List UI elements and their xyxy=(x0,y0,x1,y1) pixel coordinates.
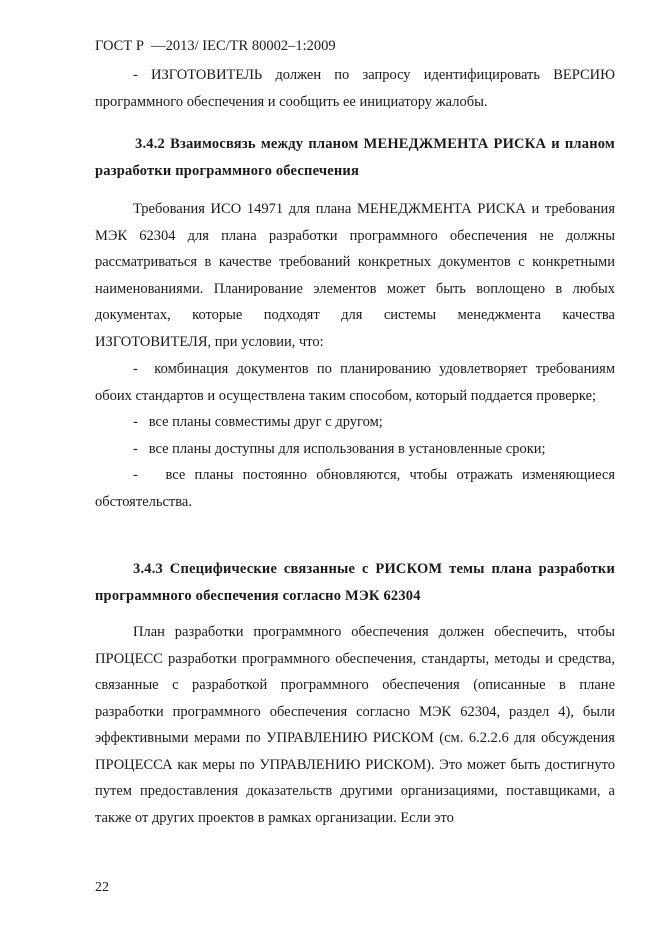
paragraph-text: План разработки программного обеспечения должен обеспечить, чтобы ПРОЦЕСС разработки программного обеспечения, стандарты, методы и средства, связанные с разработкой программного обеспечения (описанные в плане разработки программного обеспечения согласно МЭК 62304, раздел 4), были эффективными мерами по УПРАВЛЕНИЮ РИСКОМ (см. 6.2.2.6 для обсуждения ПРОЦЕССА как меры по УПРАВЛЕНИЮ РИСКОМ). Это может быть достигнуто путем предоставления доказательств другими организациями, поставщиками, а также от других проектов в рамках организации. Если это xyxy=(95,624,615,826)
paragraph-text: Требования ИСО 14971 для плана МЕНЕДЖМЕНТА РИСКА и требования МЭК 62304 для плана разработки программного обеспечения не должны рассматриваться в качестве требований конкретных документов с конкретными наименованиями. Планирование элементов может быть воплощено в любых документах, которые подходят для системы менеджмента качества ИЗГОТОВИТЕЛЯ, при условии, что: xyxy=(95,201,615,350)
plan-paragraph xyxy=(95,619,615,831)
standard-header: ГОСТ Р —2013/ IEC/TR 80002–1:2009 xyxy=(95,38,336,54)
section-3-4-3-heading xyxy=(95,556,615,610)
page-number: 22 xyxy=(95,880,109,895)
section-heading: 3.4.2 Взаимосвязь между планом МЕНЕДЖМЕНТА РИСКА и планом разработки программного обеспечения xyxy=(95,136,615,179)
list-dash: - xyxy=(133,67,138,83)
intro-item-text: - ИЗГОТОВИТЕЛЬ должен по запросу идентифицировать ВЕРСИЮ программного обеспечения и сообщить ее инициатору жалобы. xyxy=(95,67,616,110)
intro-list-item xyxy=(95,62,615,115)
section-heading: 3.4.3 Специфические связанные с РИСКОМ темы плана разработки программного обеспечения согласно МЭК 62304 xyxy=(95,561,616,604)
condition-item: - комбинация документов по планированию удовлетворяет требованиям обоих стандартов и осуществлена таким способом, который поддается проверке; xyxy=(95,361,615,404)
condition-item: - все планы доступны для использования в установленные сроки; xyxy=(133,440,546,457)
requirements-paragraph xyxy=(95,196,615,355)
section-3-4-2-heading xyxy=(95,131,615,185)
condition-item: - все планы постоянно обновляются, чтобы отражать изменяющиеся обстоятельства. xyxy=(95,467,615,510)
conditions-list xyxy=(95,356,615,515)
condition-item: - все планы совместимы друг с другом; xyxy=(133,414,383,430)
